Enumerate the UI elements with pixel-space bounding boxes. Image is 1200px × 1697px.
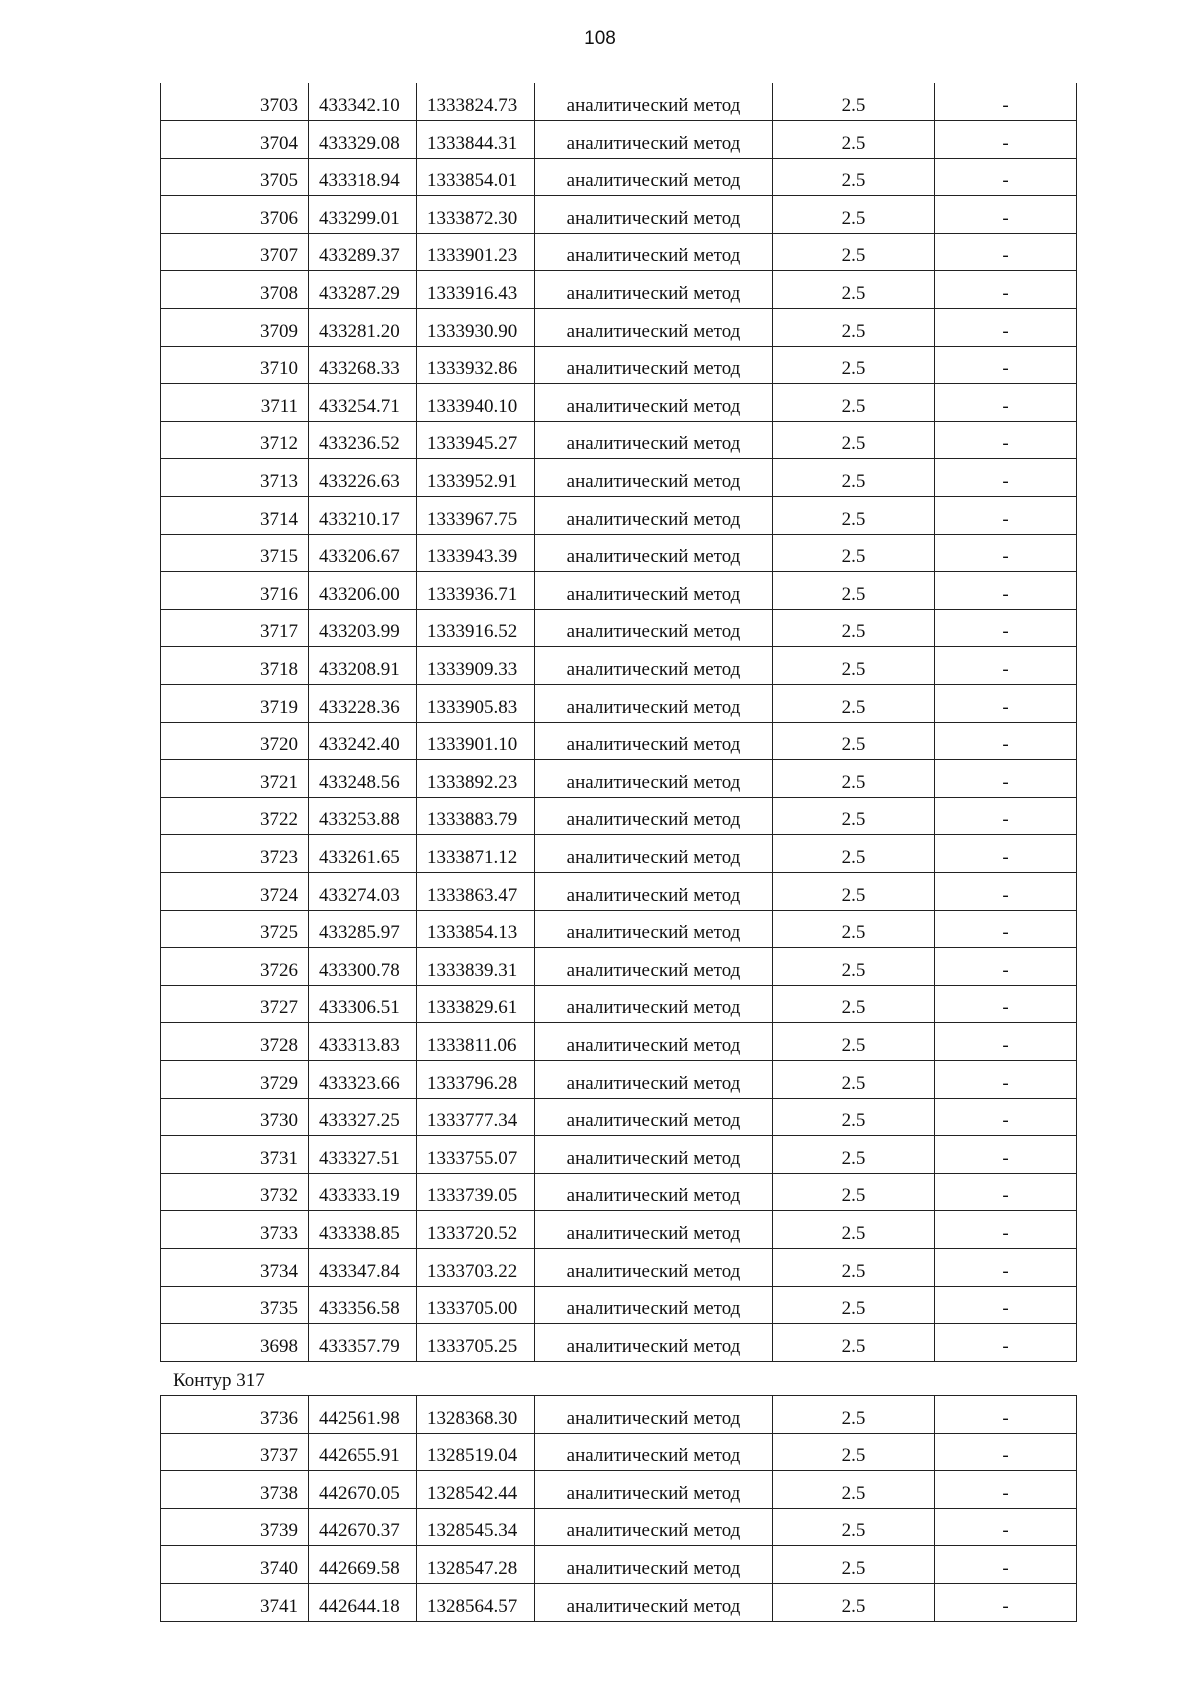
point-number-cell: 3726 [161, 948, 309, 986]
accuracy-cell: 2.5 [773, 1173, 935, 1211]
extra-cell: - [935, 1211, 1077, 1249]
x-coordinate-cell: 433300.78 [309, 948, 417, 986]
y-coordinate-cell: 1333720.52 [417, 1211, 535, 1249]
table-row [161, 233, 1077, 271]
method-cell: аналитический метод [535, 233, 773, 271]
method-cell: аналитический метод [535, 1471, 773, 1509]
method-cell: аналитический метод [535, 497, 773, 535]
table-row [161, 647, 1077, 685]
point-number-cell: 3741 [161, 1583, 309, 1621]
y-coordinate-cell: 1333945.27 [417, 421, 535, 459]
point-number-cell: 3698 [161, 1324, 309, 1362]
table-row [161, 1248, 1077, 1286]
y-coordinate-cell: 1333952.91 [417, 459, 535, 497]
table-row [161, 1396, 1077, 1434]
extra-cell: - [935, 1023, 1077, 1061]
point-number-cell: 3725 [161, 910, 309, 948]
extra-cell: - [935, 1248, 1077, 1286]
point-number-cell: 3736 [161, 1396, 309, 1434]
y-coordinate-cell: 1333811.06 [417, 1023, 535, 1061]
accuracy-cell: 2.5 [773, 572, 935, 610]
coordinates-table [160, 83, 1077, 1362]
accuracy-cell: 2.5 [773, 1248, 935, 1286]
table-row [161, 572, 1077, 610]
accuracy-cell: 2.5 [773, 948, 935, 986]
accuracy-cell: 2.5 [773, 1471, 935, 1509]
x-coordinate-cell: 433253.88 [309, 797, 417, 835]
method-cell: аналитический метод [535, 309, 773, 347]
y-coordinate-cell: 1333967.75 [417, 497, 535, 535]
x-coordinate-cell: 433228.36 [309, 685, 417, 723]
extra-cell: - [935, 271, 1077, 309]
y-coordinate-cell: 1333854.01 [417, 158, 535, 196]
y-coordinate-cell: 1328547.28 [417, 1546, 535, 1584]
accuracy-cell: 2.5 [773, 647, 935, 685]
accuracy-cell: 2.5 [773, 121, 935, 159]
table-row [161, 1023, 1077, 1061]
x-coordinate-cell: 433274.03 [309, 872, 417, 910]
table-row [161, 1098, 1077, 1136]
point-number-cell: 3733 [161, 1211, 309, 1249]
extra-cell: - [935, 1508, 1077, 1546]
y-coordinate-cell: 1333705.25 [417, 1324, 535, 1362]
accuracy-cell: 2.5 [773, 346, 935, 384]
point-number-cell: 3734 [161, 1248, 309, 1286]
x-coordinate-cell: 433268.33 [309, 346, 417, 384]
accuracy-cell: 2.5 [773, 384, 935, 422]
point-number-cell: 3703 [161, 83, 309, 121]
y-coordinate-cell: 1333863.47 [417, 872, 535, 910]
table-row [161, 384, 1077, 422]
extra-cell: - [935, 1060, 1077, 1098]
method-cell: аналитический метод [535, 384, 773, 422]
x-coordinate-cell: 433299.01 [309, 196, 417, 234]
point-number-cell: 3705 [161, 158, 309, 196]
point-number-cell: 3730 [161, 1098, 309, 1136]
method-cell: аналитический метод [535, 572, 773, 610]
accuracy-cell: 2.5 [773, 534, 935, 572]
y-coordinate-cell: 1328564.57 [417, 1583, 535, 1621]
y-coordinate-cell: 1333755.07 [417, 1136, 535, 1174]
method-cell: аналитический метод [535, 1546, 773, 1584]
extra-cell: - [935, 572, 1077, 610]
accuracy-cell: 2.5 [773, 1546, 935, 1584]
y-coordinate-cell: 1328545.34 [417, 1508, 535, 1546]
y-coordinate-cell: 1333892.23 [417, 760, 535, 798]
extra-cell: - [935, 1286, 1077, 1324]
table-row [161, 1583, 1077, 1621]
point-number-cell: 3707 [161, 233, 309, 271]
y-coordinate-cell: 1333936.71 [417, 572, 535, 610]
extra-cell: - [935, 497, 1077, 535]
y-coordinate-cell: 1333703.22 [417, 1248, 535, 1286]
point-number-cell: 3717 [161, 609, 309, 647]
accuracy-cell: 2.5 [773, 1433, 935, 1471]
x-coordinate-cell: 433342.10 [309, 83, 417, 121]
method-cell: аналитический метод [535, 1248, 773, 1286]
point-number-cell: 3708 [161, 271, 309, 309]
table-row [161, 1211, 1077, 1249]
method-cell: аналитический метод [535, 1433, 773, 1471]
method-cell: аналитический метод [535, 196, 773, 234]
table-row [161, 196, 1077, 234]
extra-cell: - [935, 83, 1077, 121]
accuracy-cell: 2.5 [773, 760, 935, 798]
table-row [161, 346, 1077, 384]
x-coordinate-cell: 433338.85 [309, 1211, 417, 1249]
method-cell: аналитический метод [535, 760, 773, 798]
extra-cell: - [935, 158, 1077, 196]
table-row [161, 497, 1077, 535]
x-coordinate-cell: 433285.97 [309, 910, 417, 948]
accuracy-cell: 2.5 [773, 1211, 935, 1249]
method-cell: аналитический метод [535, 83, 773, 121]
extra-cell: - [935, 121, 1077, 159]
extra-cell: - [935, 1324, 1077, 1362]
point-number-cell: 3715 [161, 534, 309, 572]
x-coordinate-cell: 433236.52 [309, 421, 417, 459]
table-row [161, 609, 1077, 647]
x-coordinate-cell: 442670.37 [309, 1508, 417, 1546]
y-coordinate-cell: 1328519.04 [417, 1433, 535, 1471]
point-number-cell: 3737 [161, 1433, 309, 1471]
point-number-cell: 3732 [161, 1173, 309, 1211]
point-number-cell: 3720 [161, 722, 309, 760]
extra-cell: - [935, 421, 1077, 459]
x-coordinate-cell: 433261.65 [309, 835, 417, 873]
y-coordinate-cell: 1333705.00 [417, 1286, 535, 1324]
accuracy-cell: 2.5 [773, 910, 935, 948]
table-row [161, 948, 1077, 986]
extra-cell: - [935, 685, 1077, 723]
method-cell: аналитический метод [535, 1023, 773, 1061]
method-cell: аналитический метод [535, 421, 773, 459]
point-number-cell: 3712 [161, 421, 309, 459]
x-coordinate-cell: 442655.91 [309, 1433, 417, 1471]
contour-label: Контур 317 [173, 1370, 265, 1391]
table-row [161, 1433, 1077, 1471]
point-number-cell: 3719 [161, 685, 309, 723]
accuracy-cell: 2.5 [773, 83, 935, 121]
point-number-cell: 3711 [161, 384, 309, 422]
method-cell: аналитический метод [535, 1060, 773, 1098]
accuracy-cell: 2.5 [773, 1583, 935, 1621]
accuracy-cell: 2.5 [773, 1136, 935, 1174]
method-cell: аналитический метод [535, 1136, 773, 1174]
point-number-cell: 3738 [161, 1471, 309, 1509]
table-row [161, 271, 1077, 309]
y-coordinate-cell: 1333739.05 [417, 1173, 535, 1211]
x-coordinate-cell: 433313.83 [309, 1023, 417, 1061]
point-number-cell: 3704 [161, 121, 309, 159]
x-coordinate-cell: 433327.51 [309, 1136, 417, 1174]
accuracy-cell: 2.5 [773, 233, 935, 271]
table-row [161, 1286, 1077, 1324]
x-coordinate-cell: 442669.58 [309, 1546, 417, 1584]
accuracy-cell: 2.5 [773, 985, 935, 1023]
extra-cell: - [935, 872, 1077, 910]
extra-cell: - [935, 196, 1077, 234]
table-row [161, 309, 1077, 347]
method-cell: аналитический метод [535, 872, 773, 910]
point-number-cell: 3735 [161, 1286, 309, 1324]
extra-cell: - [935, 534, 1077, 572]
y-coordinate-cell: 1333796.28 [417, 1060, 535, 1098]
table-row [161, 83, 1077, 121]
method-cell: аналитический метод [535, 1211, 773, 1249]
extra-cell: - [935, 1471, 1077, 1509]
page-number: 108 [584, 28, 616, 49]
point-number-cell: 3724 [161, 872, 309, 910]
method-cell: аналитический метод [535, 1098, 773, 1136]
extra-cell: - [935, 459, 1077, 497]
y-coordinate-cell: 1333930.90 [417, 309, 535, 347]
method-cell: аналитический метод [535, 1173, 773, 1211]
method-cell: аналитический метод [535, 121, 773, 159]
point-number-cell: 3709 [161, 309, 309, 347]
x-coordinate-cell: 433306.51 [309, 985, 417, 1023]
method-cell: аналитический метод [535, 1324, 773, 1362]
y-coordinate-cell: 1333871.12 [417, 835, 535, 873]
point-number-cell: 3731 [161, 1136, 309, 1174]
accuracy-cell: 2.5 [773, 497, 935, 535]
x-coordinate-cell: 433356.58 [309, 1286, 417, 1324]
y-coordinate-cell: 1328542.44 [417, 1471, 535, 1509]
method-cell: аналитический метод [535, 1583, 773, 1621]
x-coordinate-cell: 433347.84 [309, 1248, 417, 1286]
accuracy-cell: 2.5 [773, 1023, 935, 1061]
extra-cell: - [935, 1396, 1077, 1434]
method-cell: аналитический метод [535, 1508, 773, 1546]
point-number-cell: 3706 [161, 196, 309, 234]
point-number-cell: 3714 [161, 497, 309, 535]
method-cell: аналитический метод [535, 346, 773, 384]
x-coordinate-cell: 433329.08 [309, 121, 417, 159]
extra-cell: - [935, 384, 1077, 422]
table-row [161, 534, 1077, 572]
y-coordinate-cell: 1333916.43 [417, 271, 535, 309]
x-coordinate-cell: 433248.56 [309, 760, 417, 798]
table-row [161, 985, 1077, 1023]
x-coordinate-cell: 433226.63 [309, 459, 417, 497]
table-row [161, 797, 1077, 835]
extra-cell: - [935, 948, 1077, 986]
table-row [161, 1546, 1077, 1584]
y-coordinate-cell: 1333943.39 [417, 534, 535, 572]
extra-cell: - [935, 309, 1077, 347]
method-cell: аналитический метод [535, 722, 773, 760]
table-row [161, 421, 1077, 459]
point-number-cell: 3740 [161, 1546, 309, 1584]
extra-cell: - [935, 609, 1077, 647]
table-row [161, 760, 1077, 798]
coordinates-table-contour-317 [160, 1395, 1077, 1622]
method-cell: аналитический метод [535, 948, 773, 986]
accuracy-cell: 2.5 [773, 797, 935, 835]
table-row [161, 1060, 1077, 1098]
x-coordinate-cell: 433327.25 [309, 1098, 417, 1136]
y-coordinate-cell: 1333909.33 [417, 647, 535, 685]
x-coordinate-cell: 433203.99 [309, 609, 417, 647]
y-coordinate-cell: 1333839.31 [417, 948, 535, 986]
extra-cell: - [935, 1136, 1077, 1174]
point-number-cell: 3721 [161, 760, 309, 798]
extra-cell: - [935, 1583, 1077, 1621]
method-cell: аналитический метод [535, 158, 773, 196]
accuracy-cell: 2.5 [773, 196, 935, 234]
accuracy-cell: 2.5 [773, 459, 935, 497]
point-number-cell: 3728 [161, 1023, 309, 1061]
y-coordinate-cell: 1333777.34 [417, 1098, 535, 1136]
extra-cell: - [935, 647, 1077, 685]
extra-cell: - [935, 1173, 1077, 1211]
method-cell: аналитический метод [535, 609, 773, 647]
extra-cell: - [935, 797, 1077, 835]
method-cell: аналитический метод [535, 797, 773, 835]
x-coordinate-cell: 433206.67 [309, 534, 417, 572]
extra-cell: - [935, 1098, 1077, 1136]
method-cell: аналитический метод [535, 985, 773, 1023]
x-coordinate-cell: 433208.91 [309, 647, 417, 685]
accuracy-cell: 2.5 [773, 872, 935, 910]
extra-cell: - [935, 835, 1077, 873]
accuracy-cell: 2.5 [773, 158, 935, 196]
y-coordinate-cell: 1333940.10 [417, 384, 535, 422]
extra-cell: - [935, 985, 1077, 1023]
y-coordinate-cell: 1333901.10 [417, 722, 535, 760]
table-row [161, 1136, 1077, 1174]
method-cell: аналитический метод [535, 647, 773, 685]
y-coordinate-cell: 1333916.52 [417, 609, 535, 647]
x-coordinate-cell: 433333.19 [309, 1173, 417, 1211]
x-coordinate-cell: 433357.79 [309, 1324, 417, 1362]
y-coordinate-cell: 1333844.31 [417, 121, 535, 159]
table-row [161, 1173, 1077, 1211]
x-coordinate-cell: 433318.94 [309, 158, 417, 196]
table-row [161, 1324, 1077, 1362]
x-coordinate-cell: 442670.05 [309, 1471, 417, 1509]
accuracy-cell: 2.5 [773, 1060, 935, 1098]
point-number-cell: 3723 [161, 835, 309, 873]
point-number-cell: 3729 [161, 1060, 309, 1098]
table-row [161, 1471, 1077, 1509]
accuracy-cell: 2.5 [773, 1324, 935, 1362]
extra-cell: - [935, 346, 1077, 384]
point-number-cell: 3710 [161, 346, 309, 384]
x-coordinate-cell: 442561.98 [309, 1396, 417, 1434]
method-cell: аналитический метод [535, 685, 773, 723]
accuracy-cell: 2.5 [773, 1098, 935, 1136]
x-coordinate-cell: 433323.66 [309, 1060, 417, 1098]
method-cell: аналитический метод [535, 835, 773, 873]
x-coordinate-cell: 433206.00 [309, 572, 417, 610]
table-row [161, 835, 1077, 873]
x-coordinate-cell: 442644.18 [309, 1583, 417, 1621]
accuracy-cell: 2.5 [773, 1286, 935, 1324]
point-number-cell: 3718 [161, 647, 309, 685]
extra-cell: - [935, 1546, 1077, 1584]
accuracy-cell: 2.5 [773, 835, 935, 873]
x-coordinate-cell: 433242.40 [309, 722, 417, 760]
point-number-cell: 3739 [161, 1508, 309, 1546]
x-coordinate-cell: 433254.71 [309, 384, 417, 422]
y-coordinate-cell: 1333932.86 [417, 346, 535, 384]
extra-cell: - [935, 233, 1077, 271]
point-number-cell: 3722 [161, 797, 309, 835]
table-row [161, 722, 1077, 760]
point-number-cell: 3727 [161, 985, 309, 1023]
accuracy-cell: 2.5 [773, 1396, 935, 1434]
method-cell: аналитический метод [535, 459, 773, 497]
x-coordinate-cell: 433287.29 [309, 271, 417, 309]
extra-cell: - [935, 760, 1077, 798]
method-cell: аналитический метод [535, 271, 773, 309]
table-row [161, 685, 1077, 723]
method-cell: аналитический метод [535, 534, 773, 572]
y-coordinate-cell: 1333872.30 [417, 196, 535, 234]
table-row [161, 459, 1077, 497]
method-cell: аналитический метод [535, 910, 773, 948]
extra-cell: - [935, 910, 1077, 948]
accuracy-cell: 2.5 [773, 309, 935, 347]
extra-cell: - [935, 1433, 1077, 1471]
x-coordinate-cell: 433210.17 [309, 497, 417, 535]
y-coordinate-cell: 1333854.13 [417, 910, 535, 948]
extra-cell: - [935, 722, 1077, 760]
y-coordinate-cell: 1333883.79 [417, 797, 535, 835]
table-row [161, 158, 1077, 196]
y-coordinate-cell: 1333824.73 [417, 83, 535, 121]
table-row [161, 872, 1077, 910]
point-number-cell: 3716 [161, 572, 309, 610]
accuracy-cell: 2.5 [773, 271, 935, 309]
table-row [161, 1508, 1077, 1546]
method-cell: аналитический метод [535, 1286, 773, 1324]
accuracy-cell: 2.5 [773, 722, 935, 760]
y-coordinate-cell: 1333905.83 [417, 685, 535, 723]
accuracy-cell: 2.5 [773, 609, 935, 647]
accuracy-cell: 2.5 [773, 421, 935, 459]
point-number-cell: 3713 [161, 459, 309, 497]
y-coordinate-cell: 1333901.23 [417, 233, 535, 271]
y-coordinate-cell: 1328368.30 [417, 1396, 535, 1434]
y-coordinate-cell: 1333829.61 [417, 985, 535, 1023]
accuracy-cell: 2.5 [773, 1508, 935, 1546]
table-row [161, 121, 1077, 159]
x-coordinate-cell: 433289.37 [309, 233, 417, 271]
table-row [161, 910, 1077, 948]
x-coordinate-cell: 433281.20 [309, 309, 417, 347]
method-cell: аналитический метод [535, 1396, 773, 1434]
accuracy-cell: 2.5 [773, 685, 935, 723]
